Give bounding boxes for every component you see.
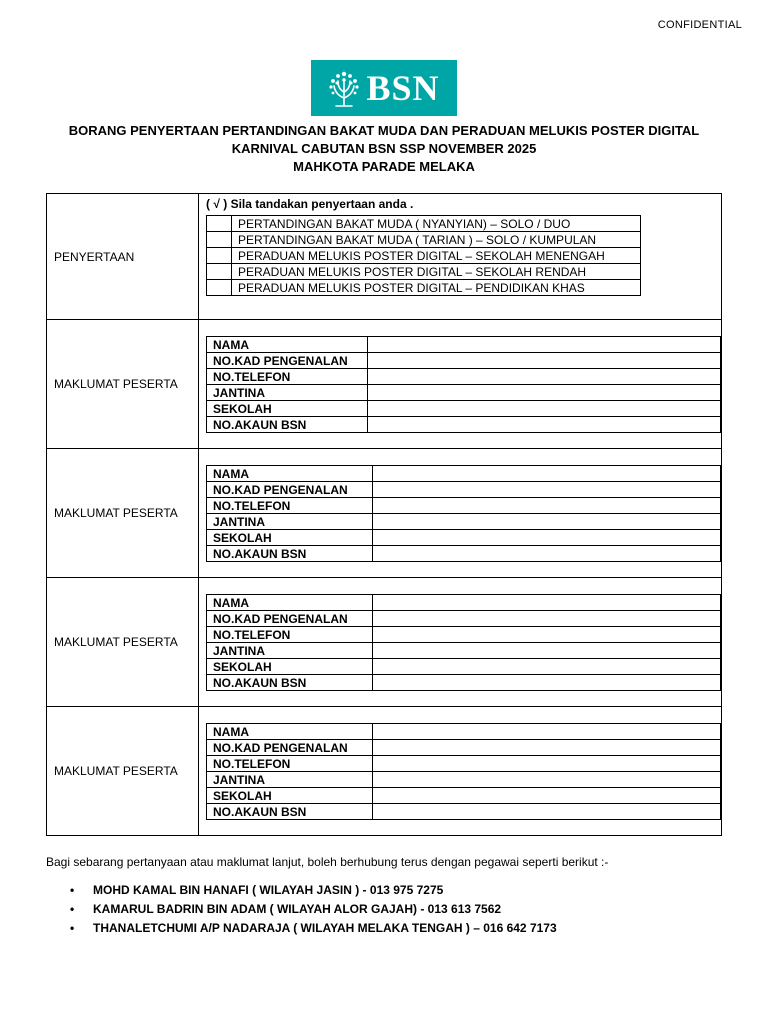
field-label: NO.TELEFON — [207, 498, 373, 514]
field-input[interactable] — [373, 595, 721, 611]
field-input[interactable] — [368, 353, 721, 369]
field-input[interactable] — [368, 369, 721, 385]
participant-info-table — [206, 465, 721, 562]
contact-item — [70, 881, 557, 900]
field-input[interactable] — [373, 724, 721, 740]
field-input[interactable] — [368, 417, 721, 433]
field-label: NAMA — [207, 466, 373, 482]
field-label: SEKOLAH — [207, 401, 368, 417]
field-label: JANTINA — [207, 772, 373, 788]
field-label: NO.AKAUN BSN — [207, 675, 373, 691]
entry-options-table — [206, 215, 641, 296]
field-label: NO.TELEFON — [207, 756, 373, 772]
participant-cell — [199, 578, 722, 707]
participant-cell — [199, 320, 722, 449]
participant-label: MAKLUMAT PESERTA — [47, 578, 199, 707]
entry-option-checkbox[interactable] — [207, 264, 232, 280]
field-label: NO.KAD PENGENALAN — [207, 740, 373, 756]
venue-title: MAHKOTA PARADE MELAKA — [293, 159, 475, 174]
confidential-label: CONFIDENTIAL — [657, 19, 742, 31]
field-row — [207, 353, 721, 369]
field-row — [207, 643, 721, 659]
field-row — [207, 514, 721, 530]
entry-option-label: PERADUAN MELUKIS POSTER DIGITAL – PENDIDIKAN KHAS — [232, 280, 641, 296]
field-input[interactable] — [373, 466, 721, 482]
entry-cell — [199, 194, 722, 320]
contact-item-text: THANALETCHUMI A/P NADARAJA ( WILAYAH MELAKA TENGAH ) – 016 642 7173 — [93, 921, 557, 935]
field-row — [207, 401, 721, 417]
field-row — [207, 530, 721, 546]
entry-instruction: ( √ ) Sila tandakan penyertaan anda . — [206, 197, 414, 211]
field-label: NO.AKAUN BSN — [207, 546, 373, 562]
field-input[interactable] — [373, 659, 721, 675]
field-input[interactable] — [373, 756, 721, 772]
field-input[interactable] — [368, 337, 721, 353]
field-input[interactable] — [373, 740, 721, 756]
form-titles — [0, 122, 768, 176]
field-label: NO.AKAUN BSN — [207, 417, 368, 433]
field-input[interactable] — [373, 627, 721, 643]
field-row — [207, 659, 721, 675]
field-input[interactable] — [373, 772, 721, 788]
field-input[interactable] — [373, 498, 721, 514]
field-row — [207, 756, 721, 772]
bsn-logo — [311, 60, 457, 116]
entry-option-checkbox[interactable] — [207, 248, 232, 264]
participant-label: MAKLUMAT PESERTA — [47, 707, 199, 836]
entry-option-row — [207, 232, 641, 248]
field-input[interactable] — [373, 611, 721, 627]
contact-item-text: KAMARUL BADRIN BIN ADAM ( WILAYAH ALOR GAJAH) - 013 613 7562 — [93, 902, 502, 916]
entry-label: PENYERTAAN — [47, 194, 199, 320]
bullet-icon: • — [70, 902, 75, 916]
field-label: NO.AKAUN BSN — [207, 804, 373, 820]
entry-option-label: PERTANDINGAN BAKAT MUDA ( TARIAN ) – SOLO / KUMPULAN — [232, 232, 641, 248]
entry-option-row — [207, 216, 641, 232]
field-input[interactable] — [373, 530, 721, 546]
field-input[interactable] — [373, 804, 721, 820]
field-row — [207, 385, 721, 401]
field-label: NO.KAD PENGENALAN — [207, 611, 373, 627]
field-row — [207, 417, 721, 433]
form-title: BORANG PENYERTAAN PERTANDINGAN BAKAT MUDA DAN PERADUAN MELUKIS POSTER DIGITAL — [68, 123, 700, 138]
field-label: JANTINA — [207, 385, 368, 401]
field-row — [207, 788, 721, 804]
contact-item — [70, 900, 557, 919]
field-label: SEKOLAH — [207, 530, 373, 546]
bullet-icon: • — [70, 883, 75, 897]
field-input[interactable] — [373, 482, 721, 498]
field-input[interactable] — [368, 401, 721, 417]
event-title: KARNIVAL CABUTAN BSN SSP NOVEMBER 2025 — [231, 141, 537, 156]
participant-cell — [199, 707, 722, 836]
logo-text: BSN — [366, 68, 440, 108]
participant-info-table — [206, 594, 721, 691]
field-label: NO.TELEFON — [207, 627, 373, 643]
field-label: NAMA — [207, 337, 368, 353]
field-input[interactable] — [373, 643, 721, 659]
field-input[interactable] — [373, 546, 721, 562]
field-row — [207, 546, 721, 562]
field-input[interactable] — [373, 675, 721, 691]
field-input[interactable] — [373, 788, 721, 804]
entry-option-label: PERADUAN MELUKIS POSTER DIGITAL – SEKOLAH RENDAH — [232, 264, 641, 280]
contact-item-text: MOHD KAMAL BIN HANAFI ( WILAYAH JASIN ) - 013 975 7275 — [93, 883, 444, 897]
entry-option-checkbox[interactable] — [207, 280, 232, 296]
tree-icon — [328, 68, 360, 108]
entry-option-row — [207, 280, 641, 296]
field-label: JANTINA — [207, 514, 373, 530]
field-row — [207, 337, 721, 353]
field-label: NO.KAD PENGENALAN — [207, 353, 368, 369]
participant-label: MAKLUMAT PESERTA — [47, 449, 199, 578]
entry-option-label: PERADUAN MELUKIS POSTER DIGITAL – SEKOLAH MENENGAH — [232, 248, 641, 264]
field-row — [207, 804, 721, 820]
contact-item — [70, 919, 557, 938]
entry-option-row — [207, 248, 641, 264]
field-label: SEKOLAH — [207, 659, 373, 675]
field-row — [207, 627, 721, 643]
participant-cell — [199, 449, 722, 578]
participant-info-table — [206, 336, 721, 433]
field-label: NAMA — [207, 724, 373, 740]
field-row — [207, 482, 721, 498]
field-label: SEKOLAH — [207, 788, 373, 804]
contact-text: Bagi sebarang pertanyaan atau maklumat lanjut, boleh berhubung terus dengan pegawai seperti berikut :- — [46, 855, 609, 869]
contact-list — [70, 881, 557, 938]
field-row — [207, 611, 721, 627]
field-label: NO.TELEFON — [207, 369, 368, 385]
field-row — [207, 675, 721, 691]
field-input[interactable] — [368, 385, 721, 401]
field-row — [207, 498, 721, 514]
entry-form-table — [46, 193, 722, 836]
field-row — [207, 369, 721, 385]
field-row — [207, 466, 721, 482]
field-row — [207, 595, 721, 611]
bullet-icon: • — [70, 921, 75, 935]
field-label: NO.KAD PENGENALAN — [207, 482, 373, 498]
entry-option-row — [207, 264, 641, 280]
entry-option-checkbox[interactable] — [207, 232, 232, 248]
field-label: JANTINA — [207, 643, 373, 659]
field-input[interactable] — [373, 514, 721, 530]
field-row — [207, 772, 721, 788]
entry-option-label: PERTANDINGAN BAKAT MUDA ( NYANYIAN) – SOLO / DUO — [232, 216, 641, 232]
entry-option-checkbox[interactable] — [207, 216, 232, 232]
participant-info-table — [206, 723, 721, 820]
field-row — [207, 740, 721, 756]
field-label: NAMA — [207, 595, 373, 611]
participant-label: MAKLUMAT PESERTA — [47, 320, 199, 449]
field-row — [207, 724, 721, 740]
